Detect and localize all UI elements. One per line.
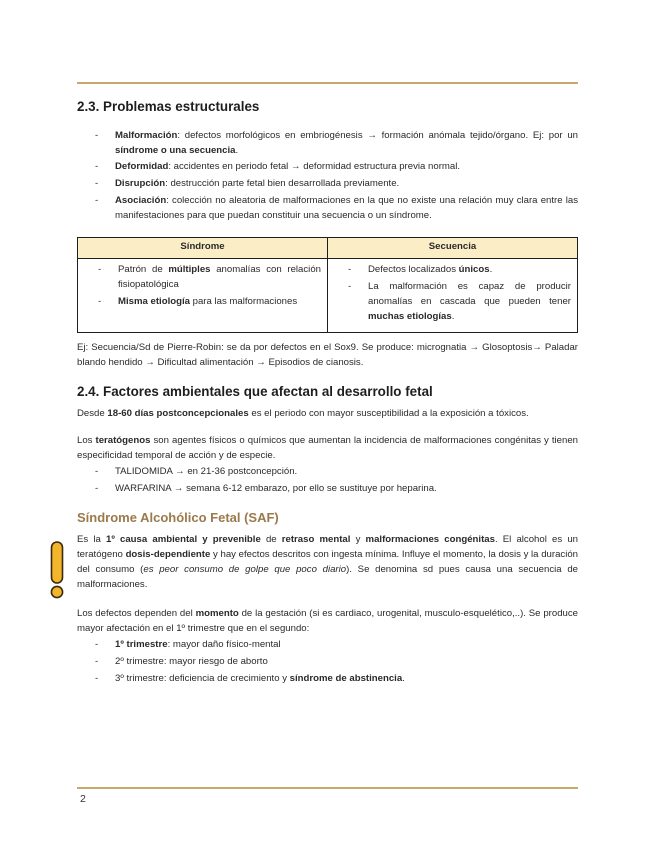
list-item: - 1º trimestre: mayor daño físico-mental [77, 638, 578, 653]
section-2-4-title: 2.4. Factores ambientales que afectan al desarrollo fetal [77, 384, 433, 400]
list-item: - Malformación: defectos morfológicos en embriogénesis → formación anómala tejido/órgano. Ej: por un síndrome o una secuencia. [77, 129, 578, 159]
paragraph-period: Desde 18-60 días postconcepcionales es el periodo con mayor susceptibilidad a la exposición a tóxicos. [77, 407, 529, 419]
page-content [77, 98, 578, 689]
table-header-secuencia: Secuencia [328, 237, 578, 258]
table-cell-sindrome [78, 258, 328, 332]
list-item: - Defectos localizados únicos. [334, 263, 571, 278]
header-rule [77, 82, 578, 84]
teratogen-list [77, 465, 578, 497]
list-item: - La malformación es capaz de producir anomalías en cascada que pueden tener muchas etiologías. [334, 280, 571, 325]
list-item: - 3º trimestre: deficiencia de crecimiento y síndrome de abstinencia. [77, 672, 578, 687]
list-item: - Patrón de múltiples anomalías con relación fisiopatológica [84, 263, 321, 293]
list-item: - Misma etiología para las malformaciones [84, 295, 321, 310]
table-cell-secuencia [328, 258, 578, 332]
term: Asociación [115, 195, 167, 207]
comparison-table [77, 237, 578, 333]
list-item: - WARFARINA → semana 6-12 embarazo, por ello se sustituye por heparina. [77, 482, 578, 497]
list-item: - TALIDOMIDA → en 21-36 postconcepción. [77, 465, 578, 480]
term: Deformidad [115, 161, 169, 173]
example-paragraph: Ej: Secuencia/Sd de Pierre-Robin: se da por defectos en el Sox9. Se produce: micrognatia → Glosoptosis→ Paladar blando hendido → Dificultad alimentación → Episodios de cianosis. [77, 342, 578, 369]
table-header-sindrome: Síndrome [78, 237, 328, 258]
list-item: - Deformidad: accidentes en periodo fetal → deformidad estructura previa normal. [77, 160, 578, 175]
term: Disrupción [115, 178, 166, 190]
section-2-3-title: 2.3. Problemas estructurales [77, 99, 260, 114]
problems-list [77, 129, 578, 224]
paragraph-teratogens: Los teratógenos son agentes físicos o químicos que aumentan la incidencia de malformaciones congénitas y tienen especificidad temporal de acción y de especie. [77, 434, 579, 461]
paragraph-saf-timing: Los defectos dependen del momento de la gestación (si es cardiaco, urogenital, musculo-esquelético,..). Se produce mayor afectación en el 1º trimestre que en el segundo: [77, 607, 579, 634]
list-item: - Asociación: colección no aleatoria de malformaciones en la que no existe una relación muy clara entre las manifestaciones para que puedan constituir una secuencia o un síndrome. [77, 194, 578, 224]
footer-rule [77, 787, 578, 789]
list-item: - 2º trimestre: mayor riesgo de aborto [77, 655, 578, 670]
term: Malformación [115, 129, 178, 141]
page-number: 2 [80, 793, 86, 805]
list-item: - Disrupción: destrucción parte fetal bien desarrollada previamente. [77, 177, 578, 192]
saf-title: Síndrome Alcohólico Fetal (SAF) [77, 510, 279, 526]
paragraph-saf-intro: Es la 1º causa ambiental y prevenible de retraso mental y malformaciones congénitas. El alcohol es un teratógeno dosis-dependiente y hay efectos descritos con ingesta mínima. Influye el momento, la dosis y la duración del consumo (es peor consumo de golpe que poco diario). Se denomina sd pues causa una secuencia de malformaciones. [77, 534, 578, 590]
exclamation-icon [47, 540, 67, 600]
trimester-list [77, 638, 578, 687]
